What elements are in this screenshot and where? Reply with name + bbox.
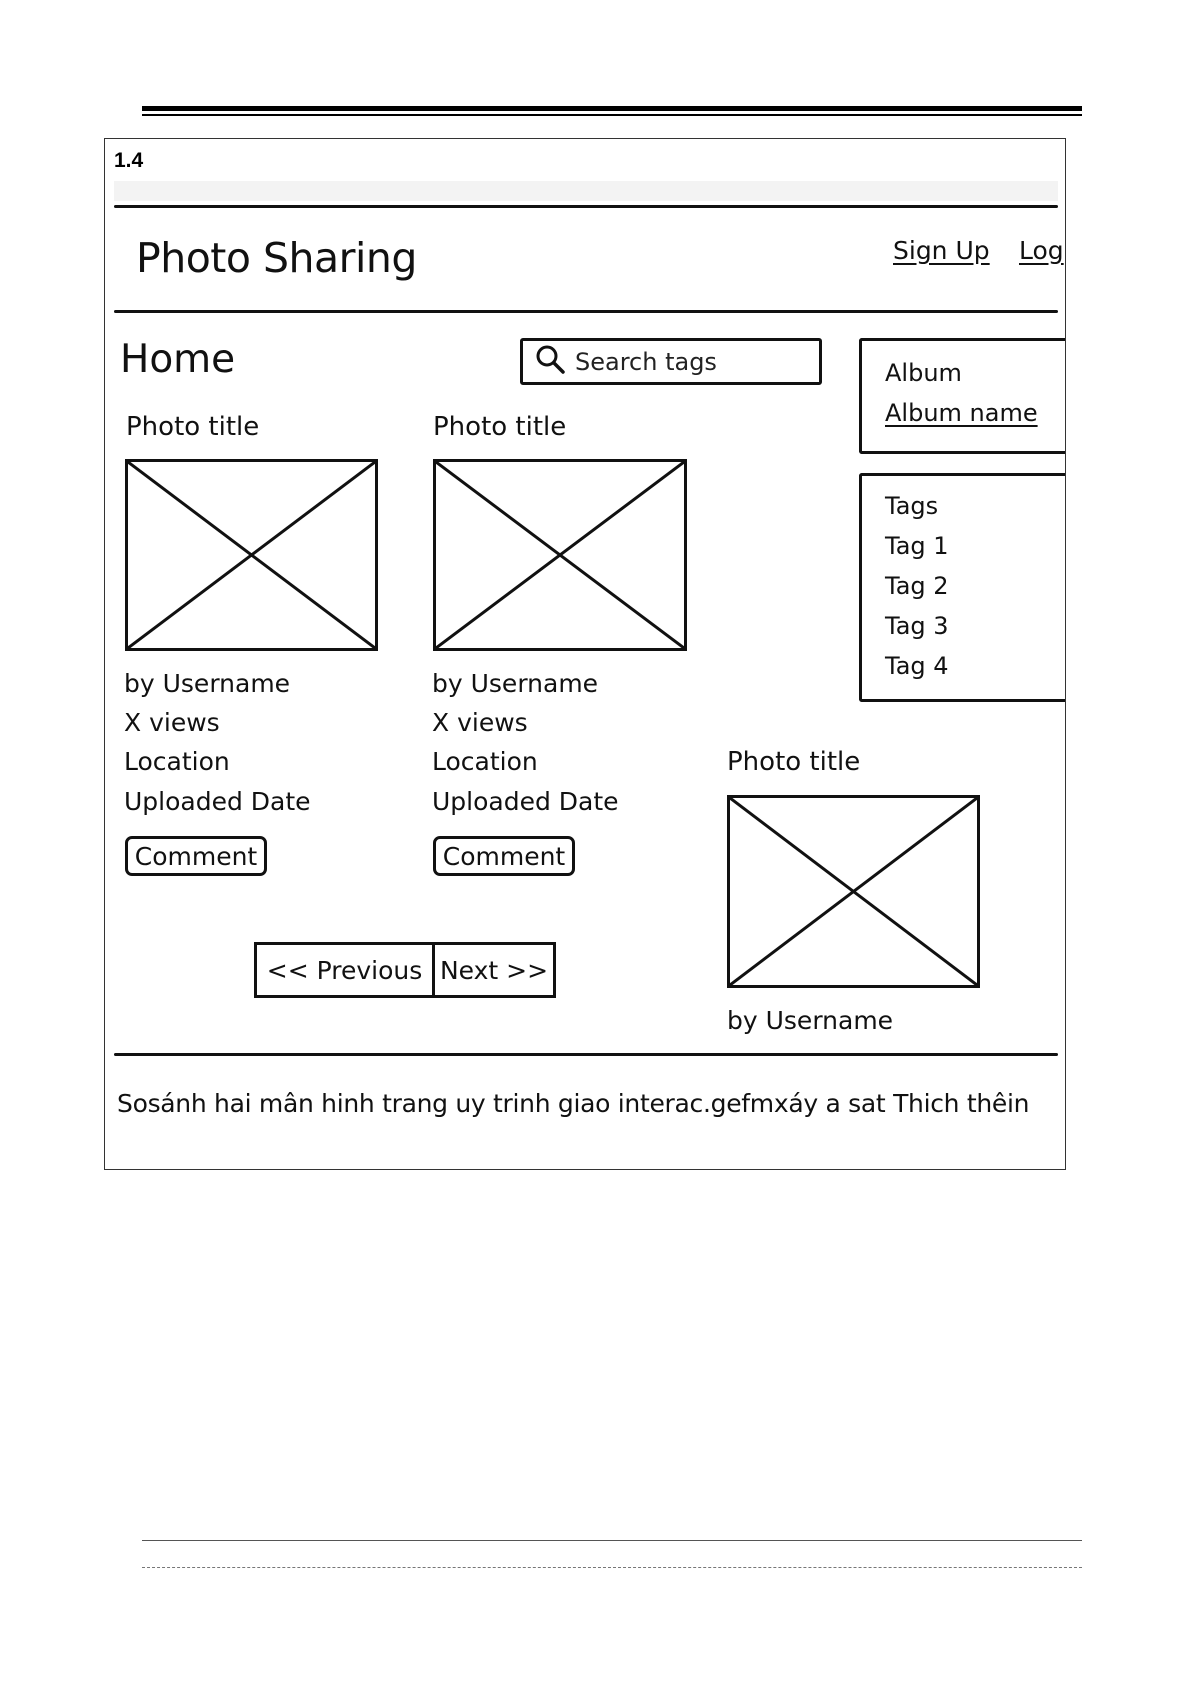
photo-username: by Username xyxy=(432,669,599,698)
next-button[interactable]: Next >> xyxy=(435,945,553,995)
login-link[interactable]: Log xyxy=(1019,236,1064,265)
photo-username: by Username xyxy=(124,669,291,698)
search-placeholder: Search tags xyxy=(575,347,717,376)
photo-thumbnail[interactable] xyxy=(433,459,687,651)
divider xyxy=(114,205,1058,208)
header-rule xyxy=(142,106,1082,111)
figure-caption: Sosánh hai mân hinh trang uy trinh giao interac.gefmxáy a sat Thich thêin xyxy=(117,1089,1030,1118)
photo-title: Photo title xyxy=(433,412,567,442)
divider xyxy=(114,1053,1058,1056)
tag-item[interactable]: Tag 2 xyxy=(885,572,949,600)
app-title: Photo Sharing xyxy=(136,234,417,282)
photo-title: Photo title xyxy=(727,747,861,777)
photo-views: X views xyxy=(432,708,528,737)
search-icon xyxy=(535,344,565,380)
section-number: 1.4 xyxy=(114,149,144,172)
photo-date: Uploaded Date xyxy=(124,787,311,816)
album-panel xyxy=(859,338,1066,454)
sign-up-link[interactable]: Sign Up xyxy=(893,236,990,265)
tag-item[interactable]: Tag 4 xyxy=(885,652,949,680)
album-heading: Album xyxy=(885,359,962,387)
divider xyxy=(114,310,1058,313)
figure-top-band xyxy=(114,181,1058,201)
search-input[interactable] xyxy=(520,338,822,385)
photo-views: X views xyxy=(124,708,220,737)
wireframe-figure xyxy=(104,138,1066,1170)
previous-button[interactable]: << Previous xyxy=(257,945,435,995)
photo-thumbnail[interactable] xyxy=(727,795,980,988)
comment-button[interactable]: Comment xyxy=(433,836,575,876)
photo-location: Location xyxy=(432,747,538,776)
album-name-link[interactable]: Album name xyxy=(885,399,1038,427)
tags-panel xyxy=(859,473,1066,702)
pagination xyxy=(254,942,556,998)
photo-title: Photo title xyxy=(126,412,260,442)
photo-date: Uploaded Date xyxy=(432,787,619,816)
header-rule-thin xyxy=(142,114,1082,116)
tag-item[interactable]: Tag 3 xyxy=(885,612,949,640)
photo-thumbnail[interactable] xyxy=(125,459,378,651)
footer-rule xyxy=(142,1540,1082,1541)
comment-button[interactable]: Comment xyxy=(125,836,267,876)
page-title: Home xyxy=(120,337,236,382)
footer-rule-dashed xyxy=(142,1567,1082,1568)
photo-location: Location xyxy=(124,747,230,776)
tags-heading: Tags xyxy=(885,492,939,520)
photo-username: by Username xyxy=(727,1006,894,1035)
tag-item[interactable]: Tag 1 xyxy=(885,532,949,560)
